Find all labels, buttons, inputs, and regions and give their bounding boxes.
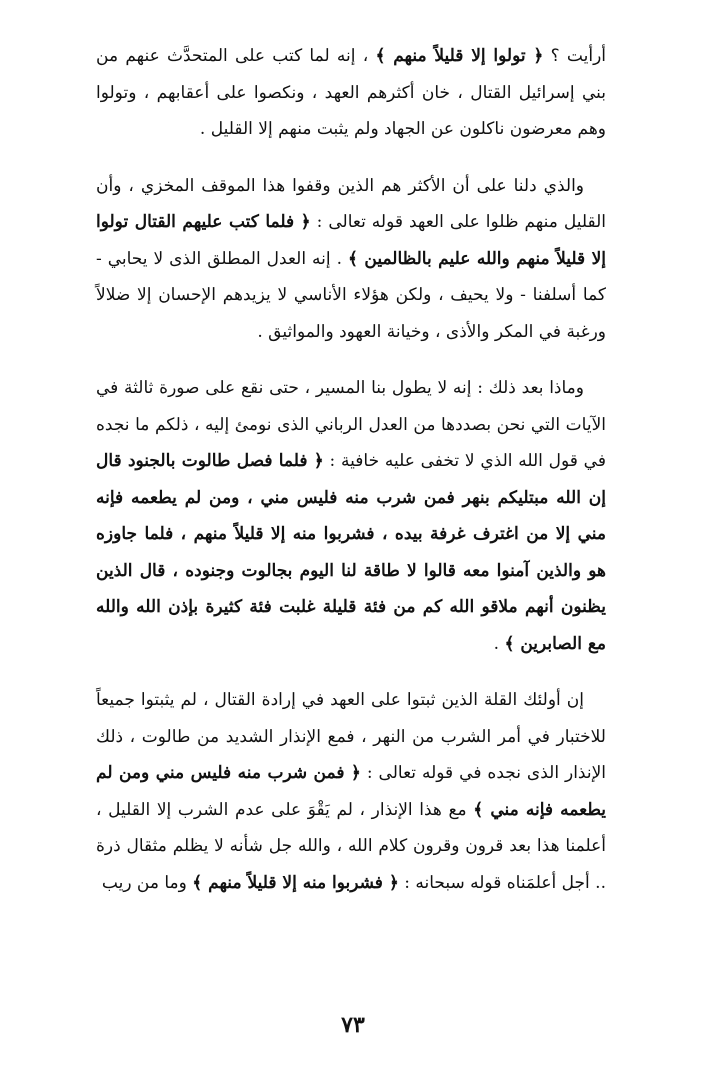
page-number: ٧٣ — [341, 1012, 365, 1038]
text-segment: وما من ريب — [101, 872, 193, 893]
quran-verse: ﴿ تولوا إلا قليلاً منهم ﴾ — [375, 46, 544, 66]
text-segment: أرأيت ؟ — [543, 46, 606, 66]
text-segment: والذي دلنا على أن الأكثر هم الذين وقفوا هذا الموقف المخزي ، وأن القليل منهم ظلوا على العهد قوله تعالى : — [96, 175, 606, 232]
paragraph-4 — [96, 682, 606, 901]
paragraph-3 — [96, 370, 606, 662]
quran-verse: ﴿ فلما كتب عليهم القتال تولوا إلا قليلاً منهم والله عليم بالظالمين ﴾ — [96, 212, 607, 269]
paragraph-2 — [96, 168, 606, 351]
text-segment: ، إنه لما كتب على المتحدَّث عنهم من بني إسرائيل القتال ، خان أكثرهم العهد ، ونكصوا على أعقابهم ، وتولوا وهم معرضون ناكلون عن الجهاد ولم يثبت منهم إلا القليل . — [96, 46, 606, 139]
text-segment: . إنه العدل المطلق الذى لا يحابي - كما أسلفنا - ولا يحيف ، ولكن هؤلاء الأناسي لا يزيدهم الإحسان إلا ضلالاً ورغبة في المكر والأذى ، وخيانة العهود والمواثيق . — [96, 248, 606, 342]
quran-verse: ﴿ فمن شرب منه فليس مني ومن لم يطعمه فإنه مني ﴾ — [96, 763, 606, 820]
text-segment: إن أولئك القلة الذين ثبتوا على العهد في إرادة القتال ، لم يثبتوا جميعاً للاختبار في أمر الشرب من النهر ، فمع الإنذار الشديد من طالوت ، ذلك الإنذار الذى نجده في قوله تعالى : — [96, 690, 607, 783]
text-segment: . — [493, 633, 505, 654]
paragraph-1 — [96, 38, 606, 148]
page-body — [96, 38, 606, 921]
text-segment: مع هذا الإنذار ، لم يَقْوَ على عدم الشرب إلا القليل ، أعلمنا هذا بعد قرون وقرون كلام الله ، والله جل شأنه لا يظلم مثقال ذرة .. أجل أعلمَناه قوله سبحانه : — [96, 799, 606, 893]
text-segment: وماذا بعد ذلك : إنه لا يطول بنا المسير ، حتى نقع على صورة ثالثة في الآيات التي نحن بصددها من العدل الرباني الذى نومئ إليه ، ذلكم ما نجده في قول الله الذي لا تخفى عليه خافية : — [96, 378, 606, 471]
quran-verse: ﴿ فلما فصل طالوت بالجنود قال إن الله مبتليكم بنهر فمن شرب منه فليس مني ، ومن لم يطعمه فإنه مني إلا من اغترف غرفة بيده ، فشربوا منه إلا قليلاً منهم ، فلما جاوزه هو والذين آمنوا معه قالوا لا طاقة لنا اليوم بجالوت وجنوده ، قال الذين يظنون أنهم ملاقو الله كم من فئة قليلة غلبت فئة كثيرة بإذن الله والله مع الصابرين ﴾ — [96, 451, 606, 654]
quran-verse: ﴿ فشربوا منه إلا قليلاً منهم ﴾ — [192, 872, 399, 893]
